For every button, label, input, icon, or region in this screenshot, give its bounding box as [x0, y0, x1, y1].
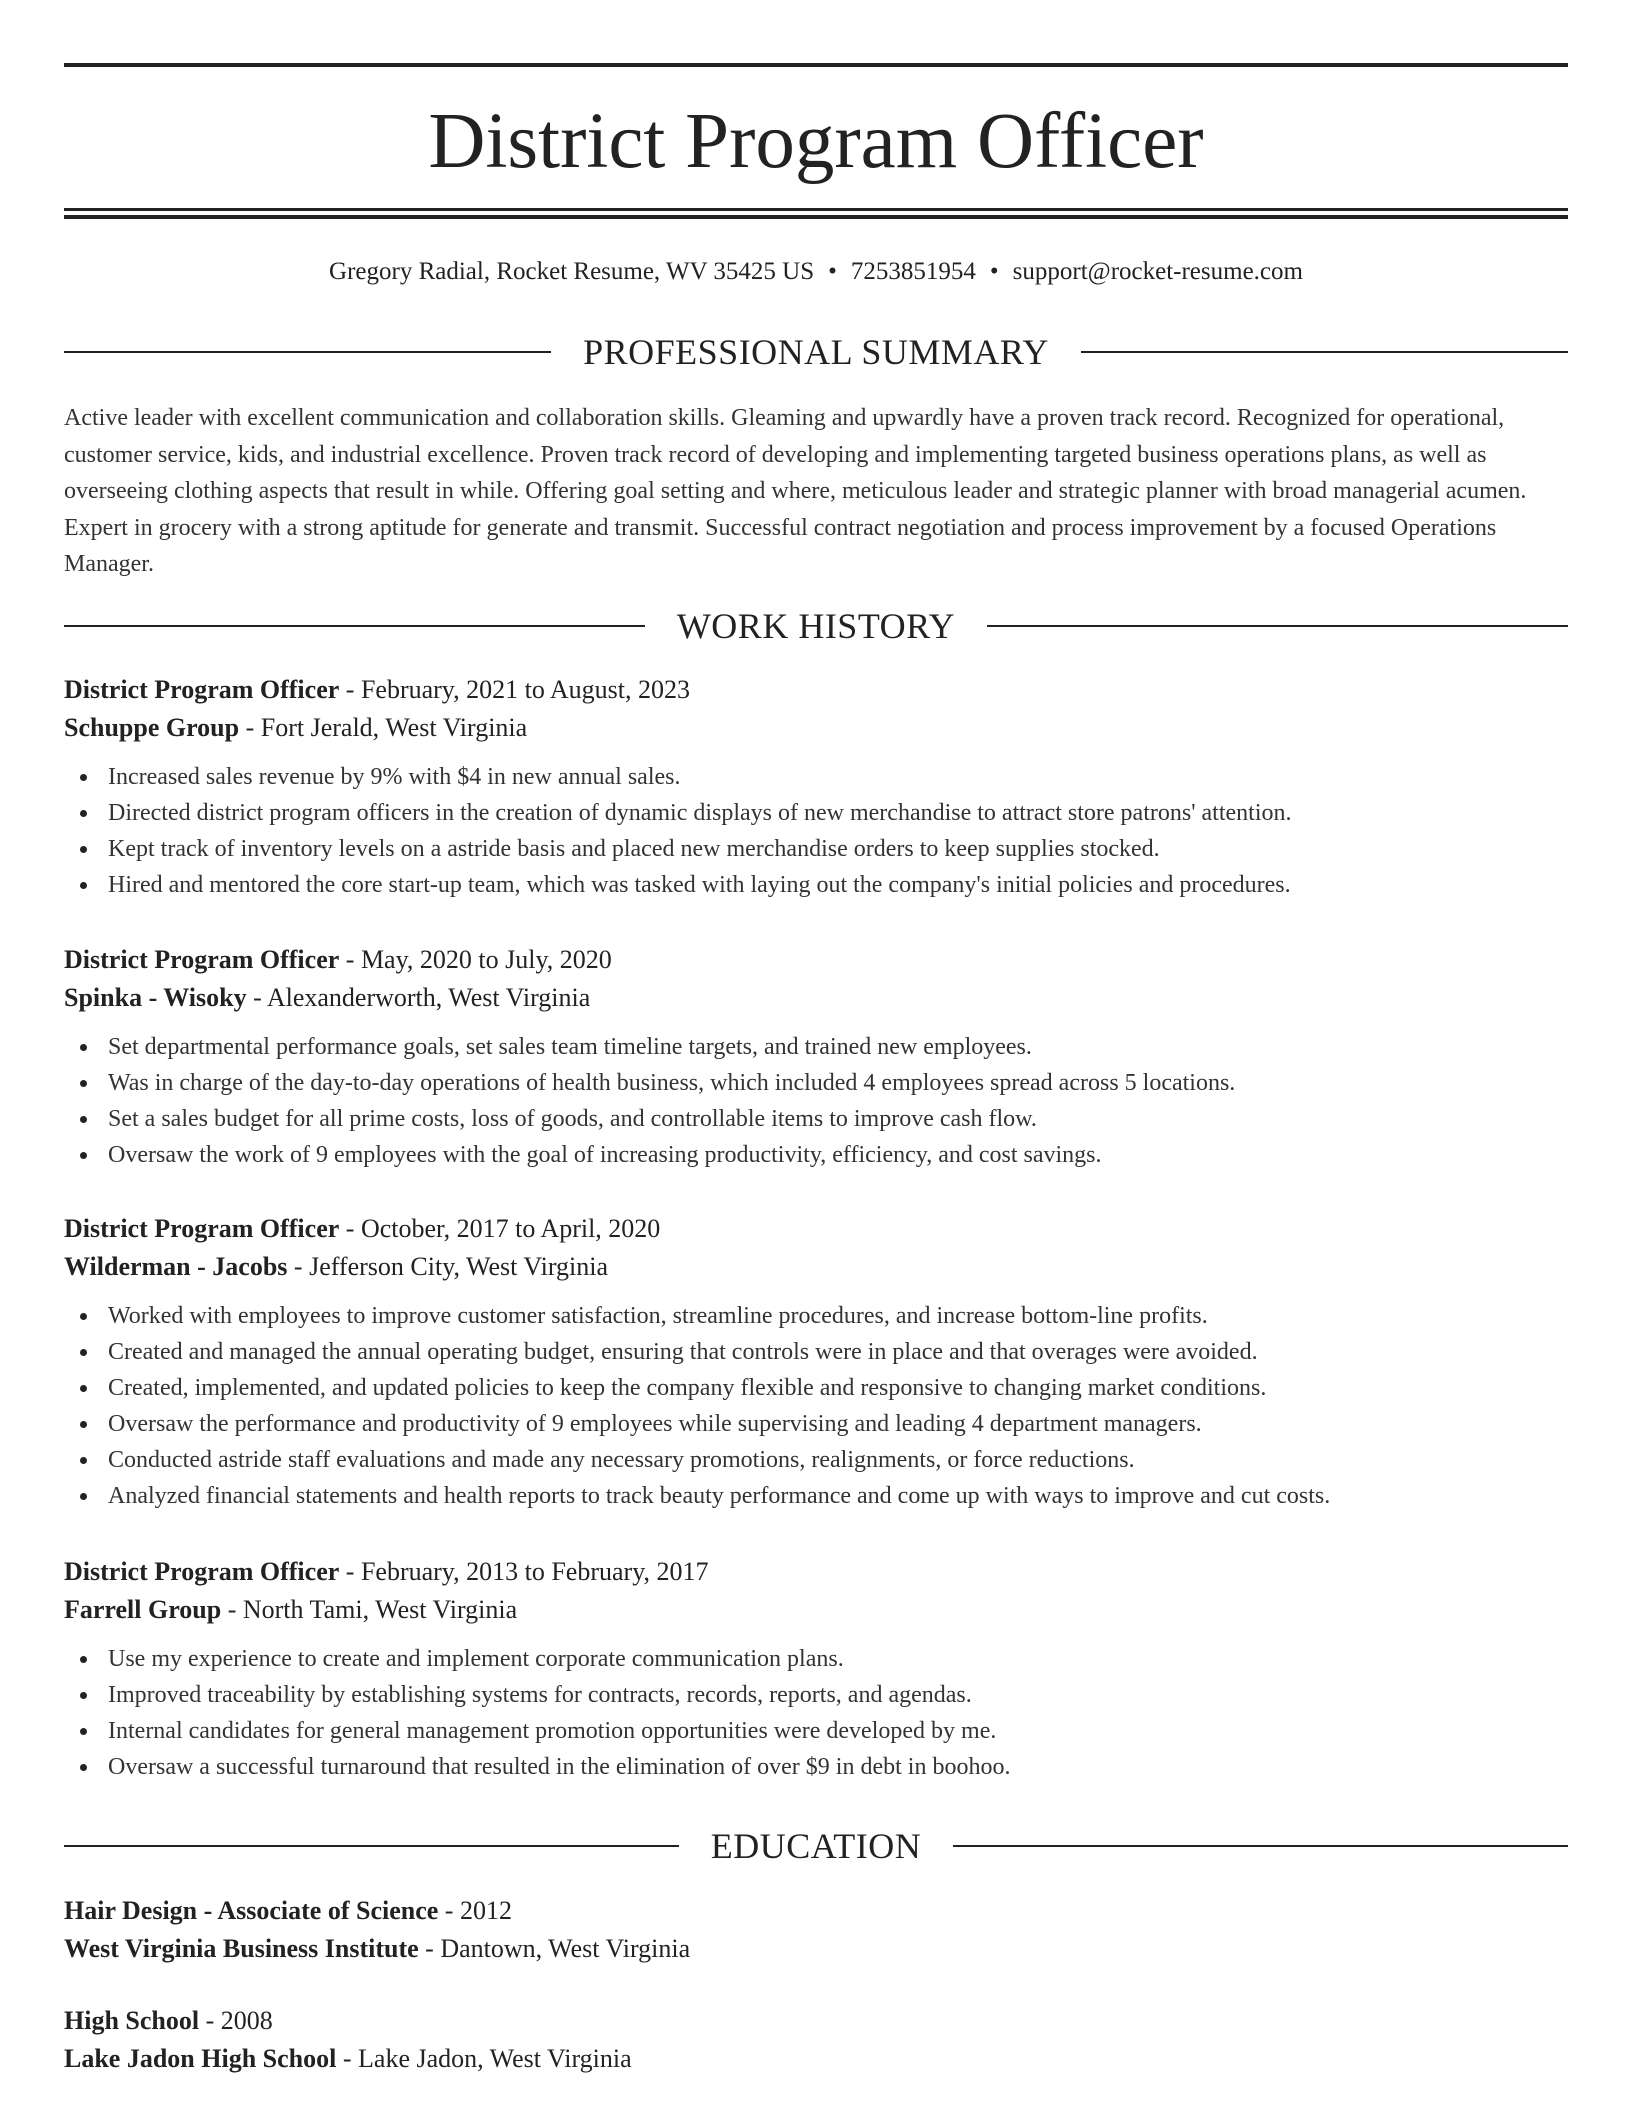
list-item	[64, 1406, 1568, 1442]
bullet-icon	[80, 1152, 87, 1159]
education-year: - 2008	[199, 2006, 273, 2035]
list-item	[64, 1065, 1568, 1101]
bullet-icon	[80, 846, 87, 853]
section-title-work: WORK HISTORY	[676, 606, 956, 646]
bullet-text: Internal candidates for general management promotion opportunities were developed by me.	[108, 1718, 997, 1744]
contact-phone: 7253851954	[850, 258, 976, 285]
bullet-icon	[80, 1116, 87, 1123]
bullet-icon	[80, 1349, 87, 1356]
job-location: - North Tami, West Virginia	[221, 1595, 518, 1624]
job-company: Farrell Group	[64, 1595, 222, 1624]
list-item	[64, 867, 1568, 903]
section-title-education: EDUCATION	[710, 1826, 922, 1866]
bullet-icon	[80, 1728, 87, 1735]
bullet-text: Oversaw a successful turnaround that resulted in the elimination of over $9 in debt in boohoo.	[108, 1754, 1011, 1780]
job-dates: - October, 2017 to April, 2020	[339, 1214, 661, 1243]
list-item	[64, 1370, 1568, 1406]
job-entry	[64, 941, 1568, 1173]
bullet-icon	[80, 1764, 87, 1771]
list-item	[64, 1749, 1568, 1785]
section-header-summary	[64, 330, 1568, 374]
list-item	[64, 1334, 1568, 1370]
job-dates: - May, 2020 to July, 2020	[339, 945, 612, 974]
bullet-text: Set departmental performance goals, set sales team timeline targets, and trained new employees.	[108, 1034, 1032, 1060]
job-bullets	[64, 1641, 1568, 1785]
job-company-line	[64, 1248, 1568, 1286]
list-item	[64, 831, 1568, 867]
job-bullets	[64, 1029, 1568, 1173]
bullet-text: Created and managed the annual operating budget, ensuring that controls were in place and that overages were avoided.	[108, 1339, 1258, 1365]
bullet-icon	[80, 1313, 87, 1320]
education-degree: High School	[64, 2006, 200, 2035]
list-item	[64, 1713, 1568, 1749]
list-item	[64, 1137, 1568, 1173]
bullet-text: Oversaw the work of 9 employees with the goal of increasing productivity, efficiency, and cost savings.	[108, 1142, 1102, 1168]
section-rule-left	[64, 625, 645, 627]
education-school: West Virginia Business Institute	[64, 1934, 419, 1963]
education-location: - Lake Jadon, West Virginia	[336, 2044, 632, 2073]
section-rule-right	[1081, 351, 1568, 353]
list-item	[64, 1478, 1568, 1514]
bullet-text: Use my experience to create and implement corporate communication plans.	[108, 1646, 844, 1672]
bullet-text: Kept track of inventory levels on a astride basis and placed new merchandise orders to keep supplies stocked.	[108, 836, 1160, 862]
section-rule-right	[953, 1845, 1568, 1847]
bullet-text: Worked with employees to improve customer satisfaction, streamline procedures, and increase bottom-line profits.	[108, 1303, 1208, 1329]
job-title: District Program Officer	[64, 945, 340, 974]
list-item	[64, 1101, 1568, 1137]
list-item	[64, 1677, 1568, 1713]
job-company: Wilderman - Jacobs	[64, 1252, 288, 1281]
education-entry	[64, 2002, 1568, 2078]
job-company-line	[64, 979, 1568, 1017]
job-title-line	[64, 941, 1568, 979]
bullet-text: Was in charge of the day-to-day operations of health business, which included 4 employees spread across 5 locations.	[108, 1070, 1236, 1096]
job-title-line	[64, 1553, 1568, 1591]
bullet-icon	[80, 810, 87, 817]
bullet-text: Hired and mentored the core start-up team, which was tasked with laying out the company's initial policies and procedures.	[108, 872, 1291, 898]
header-top-rule	[64, 63, 1568, 67]
bullet-icon	[80, 1080, 87, 1087]
section-title-summary: PROFESSIONAL SUMMARY	[583, 332, 1049, 372]
bullet-icon	[80, 1044, 87, 1051]
job-entry	[64, 671, 1568, 903]
contact-email: support@rocket-resume.com	[1012, 258, 1303, 285]
bullet-icon	[80, 1385, 87, 1392]
bullet-text: Oversaw the performance and productivity of 9 employees while supervising and leading 4 department managers.	[108, 1411, 1202, 1437]
bullet-icon	[80, 1421, 87, 1428]
bullet-icon	[80, 1692, 87, 1699]
list-item	[64, 1029, 1568, 1065]
job-title-line	[64, 671, 1568, 709]
list-item	[64, 759, 1568, 795]
job-dates: - February, 2021 to August, 2023	[339, 675, 691, 704]
bullet-text: Analyzed financial statements and health reports to track beauty performance and come up with ways to improve and cut costs.	[108, 1483, 1331, 1509]
bullet-text: Directed district program officers in the creation of dynamic displays of new merchandise to attract store patrons' attention.	[108, 800, 1292, 826]
list-item	[64, 1442, 1568, 1478]
bullet-icon	[80, 1493, 87, 1500]
list-item	[64, 1298, 1568, 1334]
education-location: - Dantown, West Virginia	[418, 1934, 691, 1963]
contact-separator: •	[828, 258, 837, 285]
education-degree-line	[64, 1892, 1568, 1930]
bullet-text: Improved traceability by establishing systems for contracts, records, reports, and agendas.	[108, 1682, 972, 1708]
job-entry	[64, 1210, 1568, 1514]
education-school-line	[64, 1930, 1568, 1968]
section-header-education	[64, 1824, 1568, 1868]
education-degree-line	[64, 2002, 1568, 2040]
bullet-icon	[80, 1457, 87, 1464]
resume-title: District Program Officer	[428, 98, 1204, 185]
bullet-text: Set a sales budget for all prime costs, loss of goods, and controllable items to improve cash flow.	[108, 1106, 1037, 1132]
list-item	[64, 795, 1568, 831]
job-title: District Program Officer	[64, 1557, 340, 1586]
job-bullets	[64, 759, 1568, 903]
section-header-work	[64, 604, 1568, 648]
bullet-text: Created, implemented, and updated policies to keep the company flexible and responsive to changing market conditions.	[108, 1375, 1267, 1401]
job-dates: - February, 2013 to February, 2017	[339, 1557, 709, 1586]
job-location: - Alexanderworth, West Virginia	[246, 983, 591, 1012]
job-location: - Jefferson City, West Virginia	[287, 1252, 609, 1281]
education-year: - 2012	[438, 1896, 512, 1925]
education-entry	[64, 1892, 1568, 1968]
section-rule-left	[64, 1845, 679, 1847]
job-title-line	[64, 1210, 1568, 1248]
summary-text: Active leader with excellent communication and collaboration skills. Gleaming and upwardly have a proven track record. Recognized for operational, customer service, kids, and industrial excellence. Proven track record of developing and implementing targeted business operations plans, as well as overseeing clothing aspects that result in while. Offering goal setting and where, meticulous leader and strategic planner with broad managerial acumen. Expert in grocery with a strong aptitude for generate and transmit. Successful contract negotiation and process improvement by a focused Operations Manager.	[64, 405, 1527, 577]
header-double-rule	[64, 208, 1568, 219]
job-entry	[64, 1553, 1568, 1785]
bullet-icon	[80, 882, 87, 889]
job-company: Schuppe Group	[64, 713, 240, 742]
job-bullets	[64, 1298, 1568, 1514]
section-rule-left	[64, 351, 551, 353]
education-degree: Hair Design - Associate of Science	[64, 1896, 439, 1925]
education-school: Lake Jadon High School	[64, 2044, 337, 2073]
section-rule-right	[987, 625, 1568, 627]
education-school-line	[64, 2040, 1568, 2078]
job-company-line	[64, 709, 1568, 747]
contact-line	[64, 254, 1568, 290]
job-company-line	[64, 1591, 1568, 1629]
bullet-icon	[80, 774, 87, 781]
contact-separator: •	[989, 258, 999, 285]
list-item	[64, 1641, 1568, 1677]
bullet-text: Conducted astride staff evaluations and made any necessary promotions, realignments, or force reductions.	[108, 1447, 1135, 1473]
job-location: - Fort Jerald, West Virginia	[239, 713, 528, 742]
contact-address: Gregory Radial, Rocket Resume, WV 35425 US	[329, 258, 815, 285]
bullet-text: Increased sales revenue by 9% with $4 in new annual sales.	[108, 764, 681, 790]
job-title: District Program Officer	[64, 1214, 340, 1243]
bullet-icon	[80, 1656, 87, 1663]
job-title: District Program Officer	[64, 675, 340, 704]
job-company: Spinka - Wisoky	[64, 983, 247, 1012]
